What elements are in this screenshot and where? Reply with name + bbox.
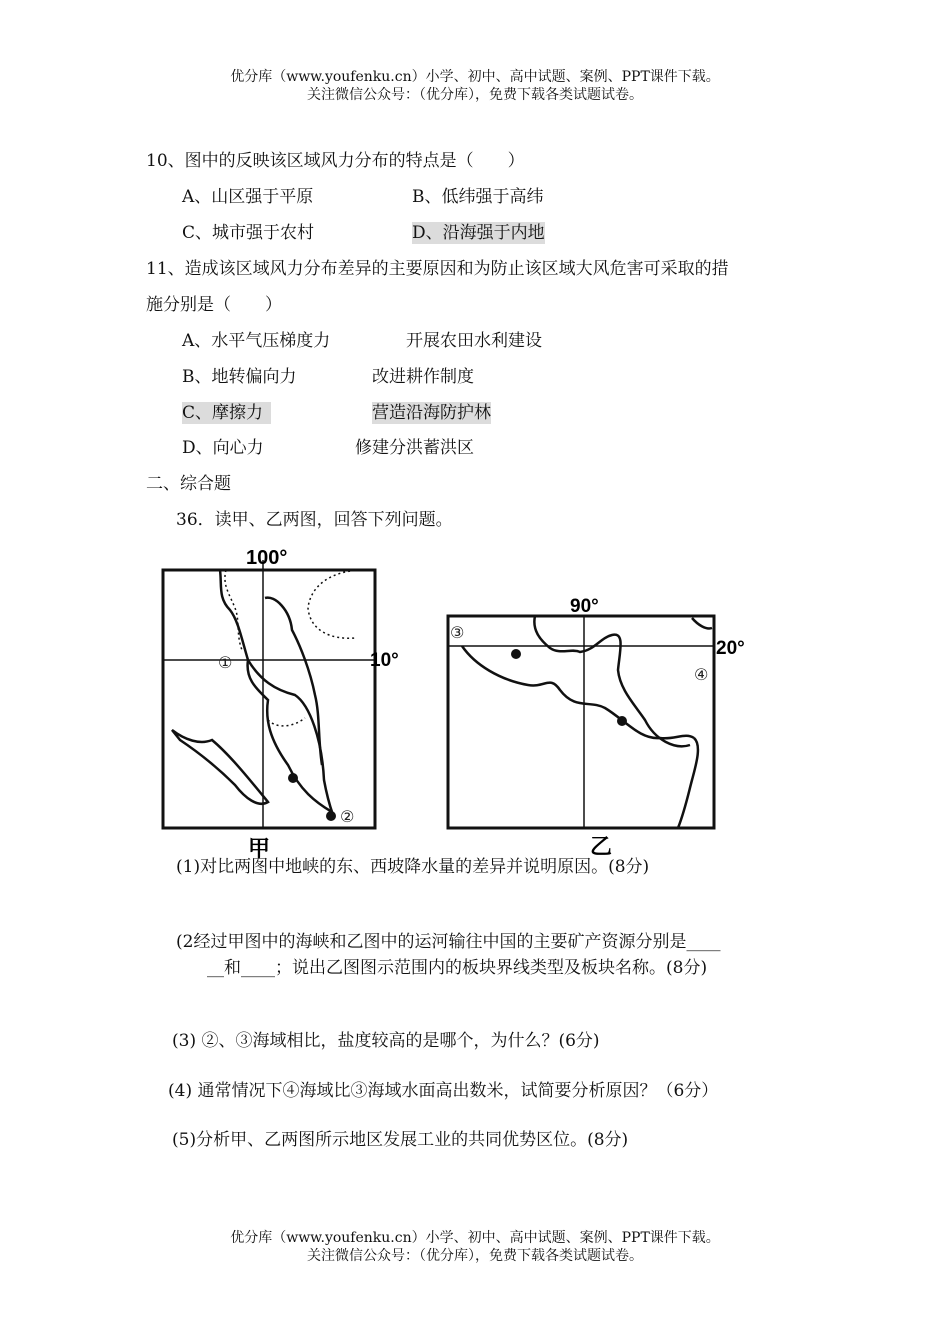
q11-option-a-measure: 开展农田水利建设 bbox=[406, 331, 542, 351]
map-jia-lon-label: 100° bbox=[246, 547, 288, 569]
map-yi-lon-label: 90° bbox=[570, 596, 599, 617]
q11-option-c-measure: 营造沿海防护林 bbox=[372, 403, 491, 423]
map-jia-dotted-border-1 bbox=[225, 570, 242, 650]
q36-part-5: (5)分析甲、乙两图所示地区发展工业的共同优势区位。(8分) bbox=[172, 1130, 629, 1150]
q10-option-c: C、城市强于农村 bbox=[182, 223, 315, 243]
q11-option-c-cause: C、摩擦力 bbox=[182, 402, 271, 424]
q36-part-2-line-1: (2经过甲图中的海峡和乙图中的运河输往中国的主要矿产资源分别是____ bbox=[176, 932, 721, 952]
q10-option-d: D、沿海强于内地 bbox=[412, 223, 545, 243]
q36-part-1: (1)对比两图中地峡的东、西坡降水量的差异并说明原因。(8分) bbox=[176, 857, 650, 877]
map-yi-mark-3: ③ bbox=[450, 625, 465, 642]
map-jia-dotted-border-3 bbox=[268, 718, 305, 726]
map-yi-city-1 bbox=[511, 649, 521, 659]
map-jia-sumatra bbox=[172, 730, 268, 804]
map-yi-coastline-peninsula bbox=[534, 616, 690, 746]
q11-option-d-measure: 修建分洪蓄洪区 bbox=[355, 438, 474, 458]
q11-option-d-cause: D、向心力 bbox=[182, 438, 264, 458]
map-jia-frame bbox=[163, 570, 375, 828]
map-yi-lat-label: 20° bbox=[716, 638, 745, 659]
map-yi-caption: 乙 bbox=[590, 834, 613, 859]
map-jia-coastline-west bbox=[220, 570, 334, 818]
q36-part-3: (3) ②、③海域相比，盐度较高的是哪个，为什么？(6分) bbox=[172, 1031, 600, 1051]
q10-stem: 10、图中的反映该区域风力分布的特点是（ ） bbox=[146, 151, 525, 171]
map-yi-city-2 bbox=[617, 716, 627, 726]
map-jia-caption: 甲 bbox=[248, 836, 271, 861]
footer-line-2: 关注微信公众号：（优分库），免费下载各类试题试卷。 bbox=[307, 1248, 643, 1264]
header-line-1: 优分库（www.youfenku.cn）小学、初中、高中试题、案例、PPT课件下载。 bbox=[230, 69, 720, 85]
map-yi-frame bbox=[448, 616, 714, 828]
q11-option-b-cause: B、地转偏向力 bbox=[182, 367, 297, 387]
q10-option-a: A、山区强于平原 bbox=[182, 187, 314, 207]
q36-part-4: (4) 通常情况下④海域比③海域水面高出数米，试简要分析原因？（6分） bbox=[168, 1081, 719, 1101]
map-yi bbox=[440, 590, 770, 860]
section-2-title: 二、综合题 bbox=[146, 474, 231, 494]
q10-option-b: B、低纬强于高纬 bbox=[412, 187, 544, 207]
map-jia-mark-2: ② bbox=[340, 809, 355, 826]
footer-line-1: 优分库（www.youfenku.cn）小学、初中、高中试题、案例、PPT课件下载。 bbox=[230, 1230, 720, 1246]
q11-option-b-measure: 改进耕作制度 bbox=[372, 367, 474, 387]
header-line-2: 关注微信公众号：（优分库），免费下载各类试题试卷。 bbox=[307, 87, 643, 103]
map-jia-city-1 bbox=[288, 773, 298, 783]
map-jia-lat-label: 10° bbox=[370, 650, 399, 671]
q11-stem-line-1: 11、造成该区域风力分布差异的主要原因和为防止该区域大风危害可采取的措 bbox=[146, 259, 729, 279]
q11-option-a-cause: A、水平气压梯度力 bbox=[182, 331, 331, 351]
map-jia-city-2 bbox=[326, 811, 336, 821]
map-yi-coastline-corner bbox=[692, 618, 712, 628]
q36-part-2-line-2: __和____；说出乙图图示范围内的板块界线类型及板块名称。(8分) bbox=[207, 958, 708, 978]
q11-stem-line-2: 施分别是（ ） bbox=[146, 295, 282, 315]
map-jia-dotted-border-2 bbox=[308, 570, 360, 638]
map-yi-coastline-north bbox=[462, 646, 694, 738]
map-jia bbox=[150, 540, 399, 861]
map-yi-coastline-south bbox=[678, 738, 698, 828]
map-yi-mark-4: ④ bbox=[694, 667, 709, 684]
map-jia-mark-1: ① bbox=[218, 655, 233, 672]
q36-stem: 36．读甲、乙两图，回答下列问题。 bbox=[176, 510, 453, 530]
